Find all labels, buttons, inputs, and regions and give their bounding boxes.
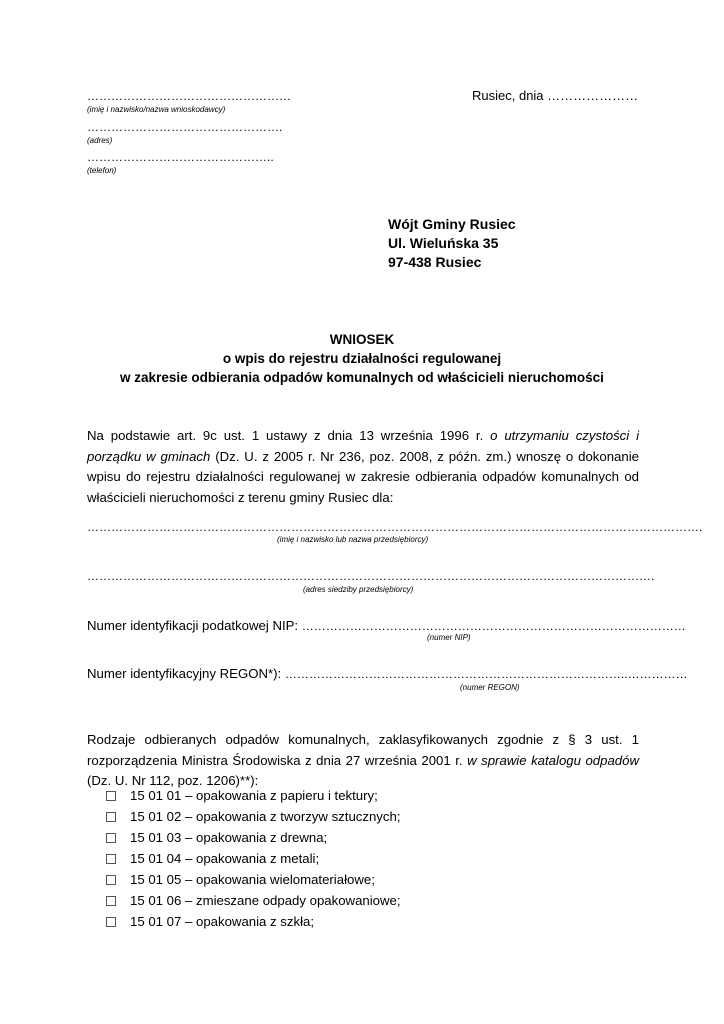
nip-line[interactable]: …………………………………………………………………………………… bbox=[301, 619, 686, 633]
recipient-line-3: 97-438 Rusiec bbox=[388, 254, 482, 270]
document-subtitle-2: w zakresie odbierania odpadów komunalnych od właścicieli nieruchomości bbox=[120, 370, 604, 385]
intro-paragraph bbox=[87, 426, 639, 508]
waste-code-item[interactable] bbox=[104, 869, 401, 890]
waste-text-2: (Dz. U. Nr 112, poz. 1206)**): bbox=[87, 773, 259, 789]
waste-code-label: 15 01 02 – opakowania z tworzyw sztucznych; bbox=[130, 809, 401, 824]
waste-paragraph bbox=[87, 730, 639, 792]
nip-label: Numer identyfikacji podatkowej NIP: bbox=[87, 618, 302, 633]
checkbox[interactable] bbox=[106, 791, 116, 801]
intro-text-2: (Dz. U. z 2005 r. Nr 236, poz. 2008, z późn. zm.) wnoszę o dokonanie wpisu do rejestru działalności regulowanej w zakresie odbierania odpadów komunalnych od właścicieli nieruchomości z terenu gminy Rusiec dla: bbox=[87, 448, 639, 505]
applicant-name-hint: (imię i nazwisko/nazwa wnioskodawcy) bbox=[87, 105, 226, 114]
checkbox[interactable] bbox=[106, 875, 116, 885]
checkbox[interactable] bbox=[106, 833, 116, 843]
document-subtitle-1: o wpis do rejestru działalności regulowanej bbox=[222, 351, 502, 366]
waste-code-label: 15 01 06 – zmieszane odpady opakowaniowe; bbox=[130, 893, 401, 908]
waste-code-item[interactable] bbox=[104, 806, 401, 827]
waste-codes-list bbox=[104, 785, 401, 932]
entrepreneur-name-line[interactable]: ………………………………………………………………………………………………………………………………………. bbox=[87, 520, 703, 534]
waste-code-label: 15 01 07 – opakowania z szkła; bbox=[130, 914, 315, 929]
checkbox[interactable] bbox=[106, 854, 116, 864]
entrepreneur-name-hint: (imię i nazwisko lub nazwa przedsiębiorcy) bbox=[277, 535, 429, 544]
applicant-phone-line[interactable]: ……………………………………….. bbox=[87, 150, 274, 164]
waste-text-1: Rodzaje odbieranych odpadów komunalnych, zaklasyfikowanych zgodnie z § 3 ust. 1 rozporządzenia Ministra Środowiska z dnia 27 września 2001 r. bbox=[87, 732, 639, 768]
regon-field[interactable] bbox=[87, 666, 688, 681]
waste-code-item[interactable] bbox=[104, 827, 401, 848]
applicant-address-hint: (adres) bbox=[87, 136, 113, 145]
intro-act-title: o utrzymaniu czystości i porządku w gminach bbox=[87, 428, 639, 464]
nip-field[interactable] bbox=[87, 618, 686, 633]
waste-code-label: 15 01 01 – opakowania z papieru i tektury; bbox=[130, 788, 378, 803]
waste-code-item[interactable] bbox=[104, 785, 401, 806]
applicant-phone-hint: (telefon) bbox=[87, 166, 117, 175]
recipient-address bbox=[388, 215, 516, 272]
recipient-line-2: Ul. Wieluńska 35 bbox=[388, 235, 499, 251]
waste-code-label: 15 01 03 – opakowania z drewna; bbox=[130, 830, 328, 845]
waste-code-label: 15 01 05 – opakowania wielomateriałowe; bbox=[130, 872, 375, 887]
waste-code-label: 15 01 04 – opakowania z metali; bbox=[130, 851, 320, 866]
intro-text-1: Na podstawie art. 9c ust. 1 ustawy z dnia 13 września 1996 r. bbox=[87, 428, 491, 443]
regon-line[interactable]: …………………………………………………………………………..…………… bbox=[284, 667, 688, 681]
waste-act-title: w sprawie katalogu odpadów bbox=[467, 752, 639, 768]
waste-code-item[interactable] bbox=[104, 911, 401, 932]
document-title: WNIOSEK bbox=[329, 332, 395, 347]
entrepreneur-seat-hint: (adres siedziby przedsiębiorcy) bbox=[303, 585, 414, 594]
applicant-address-line[interactable]: …………………………………………. bbox=[87, 120, 283, 134]
checkbox[interactable] bbox=[106, 917, 116, 927]
checkbox[interactable] bbox=[106, 812, 116, 822]
nip-hint: (numer NIP) bbox=[427, 633, 471, 642]
checkbox[interactable] bbox=[106, 896, 116, 906]
waste-code-item[interactable] bbox=[104, 848, 401, 869]
entrepreneur-seat-line[interactable]: ……………………………………………………………………………………………………………………………. bbox=[87, 569, 655, 583]
place-date[interactable]: Rusiec, dnia ………………… bbox=[472, 88, 639, 103]
regon-hint: (numer REGON) bbox=[460, 683, 520, 692]
recipient-line-1: Wójt Gminy Rusiec bbox=[388, 216, 516, 232]
waste-code-item[interactable] bbox=[104, 890, 401, 911]
regon-label: Numer identyfikacyjny REGON*): bbox=[87, 666, 285, 681]
applicant-name-line[interactable]: …………………………………………… bbox=[87, 89, 291, 103]
